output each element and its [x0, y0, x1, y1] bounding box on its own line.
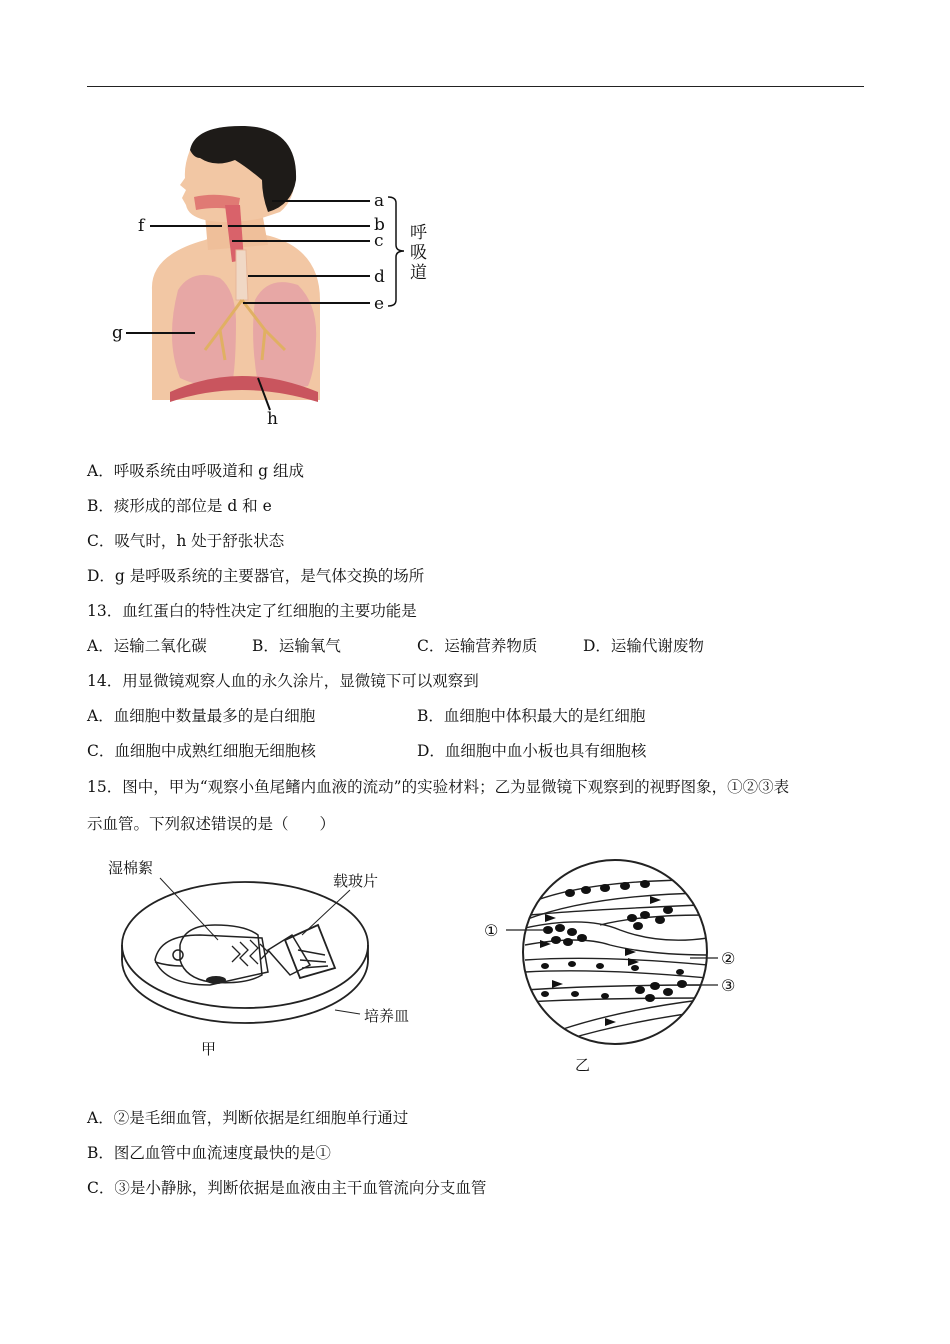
q15-stem-line2: 示血管。下列叙述错误的是（ ）	[87, 815, 336, 833]
bracket-char-1: 呼	[410, 223, 427, 243]
fig-yi-caption: 乙	[575, 1056, 591, 1074]
wet-cotton	[180, 925, 262, 983]
vessel-label-3: ③	[721, 976, 736, 995]
q14-option-a: A．血细胞中数量最多的是白细胞	[87, 707, 316, 725]
q12-option-a: A．呼吸系统由呼吸道和 g 组成	[87, 462, 304, 480]
slide-label: 载玻片	[333, 872, 379, 890]
dish-label: 培养皿	[364, 1007, 410, 1025]
bracket-char-2: 吸	[410, 243, 427, 263]
label-b: b	[374, 215, 385, 235]
field-of-view	[523, 860, 707, 1044]
q15-option-b: B．图乙血管中血流速度最快的是①	[87, 1144, 331, 1162]
trachea-shape	[236, 250, 248, 300]
label-f: f	[138, 216, 145, 236]
respiratory-tract-bracket	[388, 197, 404, 306]
q12-option-c: C．吸气时，h 处于舒张状态	[87, 532, 285, 550]
q14-option-d: D．血细胞中血小板也具有细胞核	[417, 742, 647, 760]
q12-option-d: D．g 是呼吸系统的主要器官，是气体交换的场所	[87, 567, 425, 585]
header-rule	[87, 86, 864, 87]
q13-option-b: B．运输氧气	[252, 637, 341, 655]
q15-option-a: A．②是毛细血管，判断依据是红细胞单行通过	[87, 1109, 409, 1127]
microscope-field-figure	[480, 855, 745, 1080]
vessel-label-2: ②	[721, 949, 736, 968]
fish-dish-figure	[100, 850, 430, 1065]
label-a: a	[374, 191, 385, 211]
label-e: e	[374, 294, 385, 314]
fig-jia-caption: 甲	[201, 1040, 217, 1058]
q13-stem: 13．血红蛋白的特性决定了红细胞的主要功能是	[87, 602, 417, 620]
left-lung	[172, 275, 236, 387]
label-h: h	[267, 409, 278, 429]
cotton-label: 湿棉絮	[108, 859, 154, 877]
q14-option-c: C．血细胞中成熟红细胞无细胞核	[87, 742, 316, 760]
bracket-char-3: 道	[410, 263, 427, 283]
q15-stem-line1: 15．图中，甲为“观察小鱼尾鳍内血液的流动”的实验材料；乙为显微镜下观察到的视野图象，①②③表	[87, 778, 790, 796]
label-g: g	[112, 323, 123, 343]
label-c: c	[374, 231, 384, 251]
q13-option-c: C．运输营养物质	[417, 637, 538, 655]
q12-option-b: B．痰形成的部位是 d 和 e	[87, 497, 272, 515]
q14-stem: 14．用显微镜观察人血的永久涂片，显微镜下可以观察到	[87, 672, 479, 690]
q14-option-b: B．血细胞中体积最大的是红细胞	[417, 707, 646, 725]
vessel-label-1: ①	[484, 921, 499, 940]
q13-option-a: A．运输二氧化碳	[87, 637, 207, 655]
label-d: d	[374, 267, 385, 287]
right-lung	[253, 282, 316, 388]
q13-option-d: D．运输代谢废物	[583, 637, 704, 655]
q15-option-c: C．③是小静脉，判断依据是血液由主干血管流向分支血管	[87, 1179, 487, 1197]
respiratory-system-figure	[105, 120, 445, 430]
